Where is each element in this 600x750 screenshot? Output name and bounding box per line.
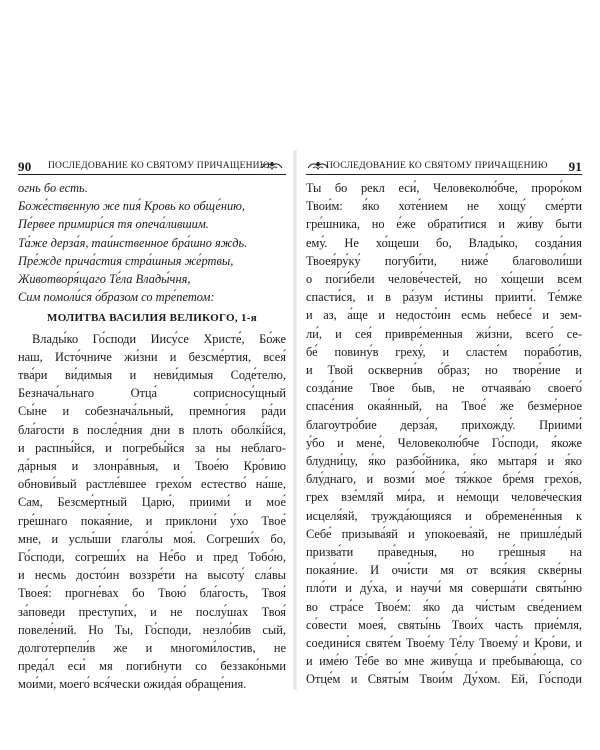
- right-page-body: [306, 179, 582, 689]
- text-line: Сам, Безсме́ртный Царю́, приими́ и мое́: [18, 495, 286, 510]
- text-line: Ты бо рекл еси́, Человеколю́бче, проро́ком: [306, 181, 582, 195]
- text-line: Твоея́ру́ку́ погуби́ти, ниже́ благоволи́ши: [306, 253, 582, 268]
- text-line: созда́ние Твое быв, не отчаява́ю своего́: [306, 381, 582, 396]
- text-line: и име́ю Те́бе во мне живу́ща и пребыва́юща, со: [306, 654, 582, 669]
- text-line: бе́ повину́в греху́, и сласте́м порабо́тив,: [306, 344, 582, 359]
- text-line: Отце́м и Святы́м Твои́м Ду́хом. Ей, Го́споди: [306, 672, 582, 687]
- italic-line: Боже́ственную же пия́ Кровь ко обще́нию,: [18, 199, 246, 214]
- left-running-head: ПОСЛЕДОВАНИЕ КО СВЯТОМУ ПРИЧАЩЕНИЮ: [48, 161, 270, 171]
- text-line: мои́ми, моего́ вся́чески ожида́я обраще́ния.: [18, 677, 247, 692]
- text-line: покая́ние. И очи́сти мя от вся́кия скве́рны: [306, 563, 582, 578]
- text-line: обнови́вый растле́вшее грехо́м естество́ на́ше,: [18, 477, 286, 492]
- text-line: и Твой оскверни́в о́браз; но творе́ние и: [306, 363, 582, 378]
- text-line: спасти́ся, и в ра́зум и́стины приити́. Те́мже: [306, 290, 582, 305]
- text-line: блудни́цу, я́ко разбо́йника, я́ко мытаря́ и я́ко: [306, 454, 582, 469]
- left-page-header: [18, 158, 286, 175]
- right-page: [306, 158, 582, 689]
- text-line: гре́шнаго покая́ние, и приклони́ у́хо Твое́: [18, 513, 286, 528]
- text-line: благоутро́бие дерза́я, прихожду́. Приими́: [306, 417, 582, 432]
- text-line: ли́, и сея́ привре́менныя жи́зни, всего́ се-: [306, 326, 582, 341]
- text-line: у́бо и мене́, Человеколю́бче Го́споди, я́коже: [306, 435, 582, 450]
- text-line: исцеля́яй, тружда́ющияся и обремене́нныя к: [306, 508, 582, 523]
- text-line: Себе́ призыва́яй и упокоева́яй, не пришле́дый: [306, 526, 582, 541]
- text-line: Твои́м: я́ко хоте́нием не хощу́ сме́рти: [306, 199, 582, 214]
- italic-line: Животворя́щаго Те́ла Влады́чня,: [18, 272, 191, 287]
- book-gutter: [293, 150, 297, 690]
- right-page-number: 91: [568, 159, 582, 174]
- text-line: тва́ри ви́димыя и неви́димыя Соде́телю,: [18, 368, 286, 383]
- left-page-body: [18, 179, 286, 694]
- text-line: да́рныя и злонра́вныя, и Твое́ю Кро́вию: [18, 459, 286, 474]
- text-line: Влады́ко Го́споди Иису́се Христе́, Бо́же: [32, 331, 286, 346]
- text-line: и распны́йся, и погребы́йся за ны неблаго-: [18, 440, 286, 455]
- text-line: за́поведи преступи́х, и не послу́шах Твоя́: [18, 604, 286, 619]
- text-line: гре́шника, но е́же обрати́тися и жи́ву быти: [306, 217, 582, 232]
- italic-line: Сим помоли́ся о́бразом со тре́петом:: [18, 290, 215, 305]
- text-line: мне, и услы́ши глаго́лы моя́. Согреши́х бо,: [18, 531, 286, 546]
- text-line: о поги́бели челове́честей, но хо́щеши всем: [306, 272, 582, 287]
- right-page-header: [306, 158, 582, 175]
- text-line: повеле́ний. Но Ты, Го́споди, незло́бив сый,: [18, 622, 286, 637]
- text-line: Го́споди, согреши́х на Не́бо и пред Тобо́ю,: [18, 550, 286, 565]
- left-page: [18, 158, 286, 694]
- left-page-number: 90: [18, 159, 32, 174]
- text-line: спасе́ния окая́нный, на Твое́ же безме́рное: [306, 399, 582, 414]
- text-line: преда́л еси́ мя погибнути со беззако́ньми: [18, 659, 286, 674]
- floral-ornament-icon: [260, 160, 284, 174]
- italic-line: огнь бо есть.: [18, 181, 88, 195]
- italic-line: Пе́рвее примири́ся тя опеча́лившим.: [18, 217, 209, 232]
- text-line: во стра́се Твое́м: я́ко да чи́стым све́дением: [306, 599, 582, 614]
- text-line: блу́днаго, и возми́ мое́ тя́жкое бре́мя грехо́в,: [306, 472, 582, 487]
- italic-line: Та́же дерза́я, таи́нственное бра́шно яждь.: [18, 235, 248, 250]
- text-line: Твоея́: прогне́вах бо Твою́ бла́гость, Твоя́: [18, 586, 286, 601]
- prayer-title: МОЛИТВА ВАСИЛИЯ ВЕЛИКОГО, 1-я: [47, 312, 257, 325]
- text-line: и несмь досто́ин воззре́ти на высоту́ сла́вы: [18, 568, 286, 583]
- text-line: грех взе́мляй ми́ра, и не́мощи челове́ческия: [306, 490, 582, 505]
- text-line: ему́. Не хо́щеши бо, Влады́ко, созда́ния: [306, 235, 582, 250]
- right-running-head: ПОСЛЕДОВАНИЕ КО СВЯТОМУ ПРИЧАЩЕНИЮ: [326, 161, 548, 171]
- italic-line: Пре́жде прича́стия стра́шныя же́ртвы,: [18, 253, 234, 268]
- text-line: Безнача́льнаго Отца́ соприсносу́щный: [18, 386, 286, 401]
- text-line: призва́ти пра́ведныя, но гре́шныя на: [306, 545, 582, 560]
- text-line: и аз, а́ще и недосто́ин есмь небесе́ и зем-: [306, 308, 582, 323]
- text-line: Сы́не и собезнача́льный, премно́гия ра́ди: [18, 404, 286, 419]
- text-line: бла́гости в после́дния дни в плоть оболкі́йся,: [18, 422, 286, 437]
- text-line: долготерпели́в же и многоми́лостив, не: [18, 641, 286, 656]
- text-line: пло́ти и ду́ха, и научи́ мя соверша́ти святы́ню: [306, 581, 582, 596]
- text-line: наш, Исто́чниче жи́зни и безсме́ртия, всея́: [18, 349, 286, 364]
- text-line: со́вести моея́, святы́нь Твои́х часть прие́мля,: [306, 617, 582, 632]
- text-line: соедини́ся святе́м Твое́му Те́лу Твоему́ и Кро́ви, и: [306, 636, 582, 651]
